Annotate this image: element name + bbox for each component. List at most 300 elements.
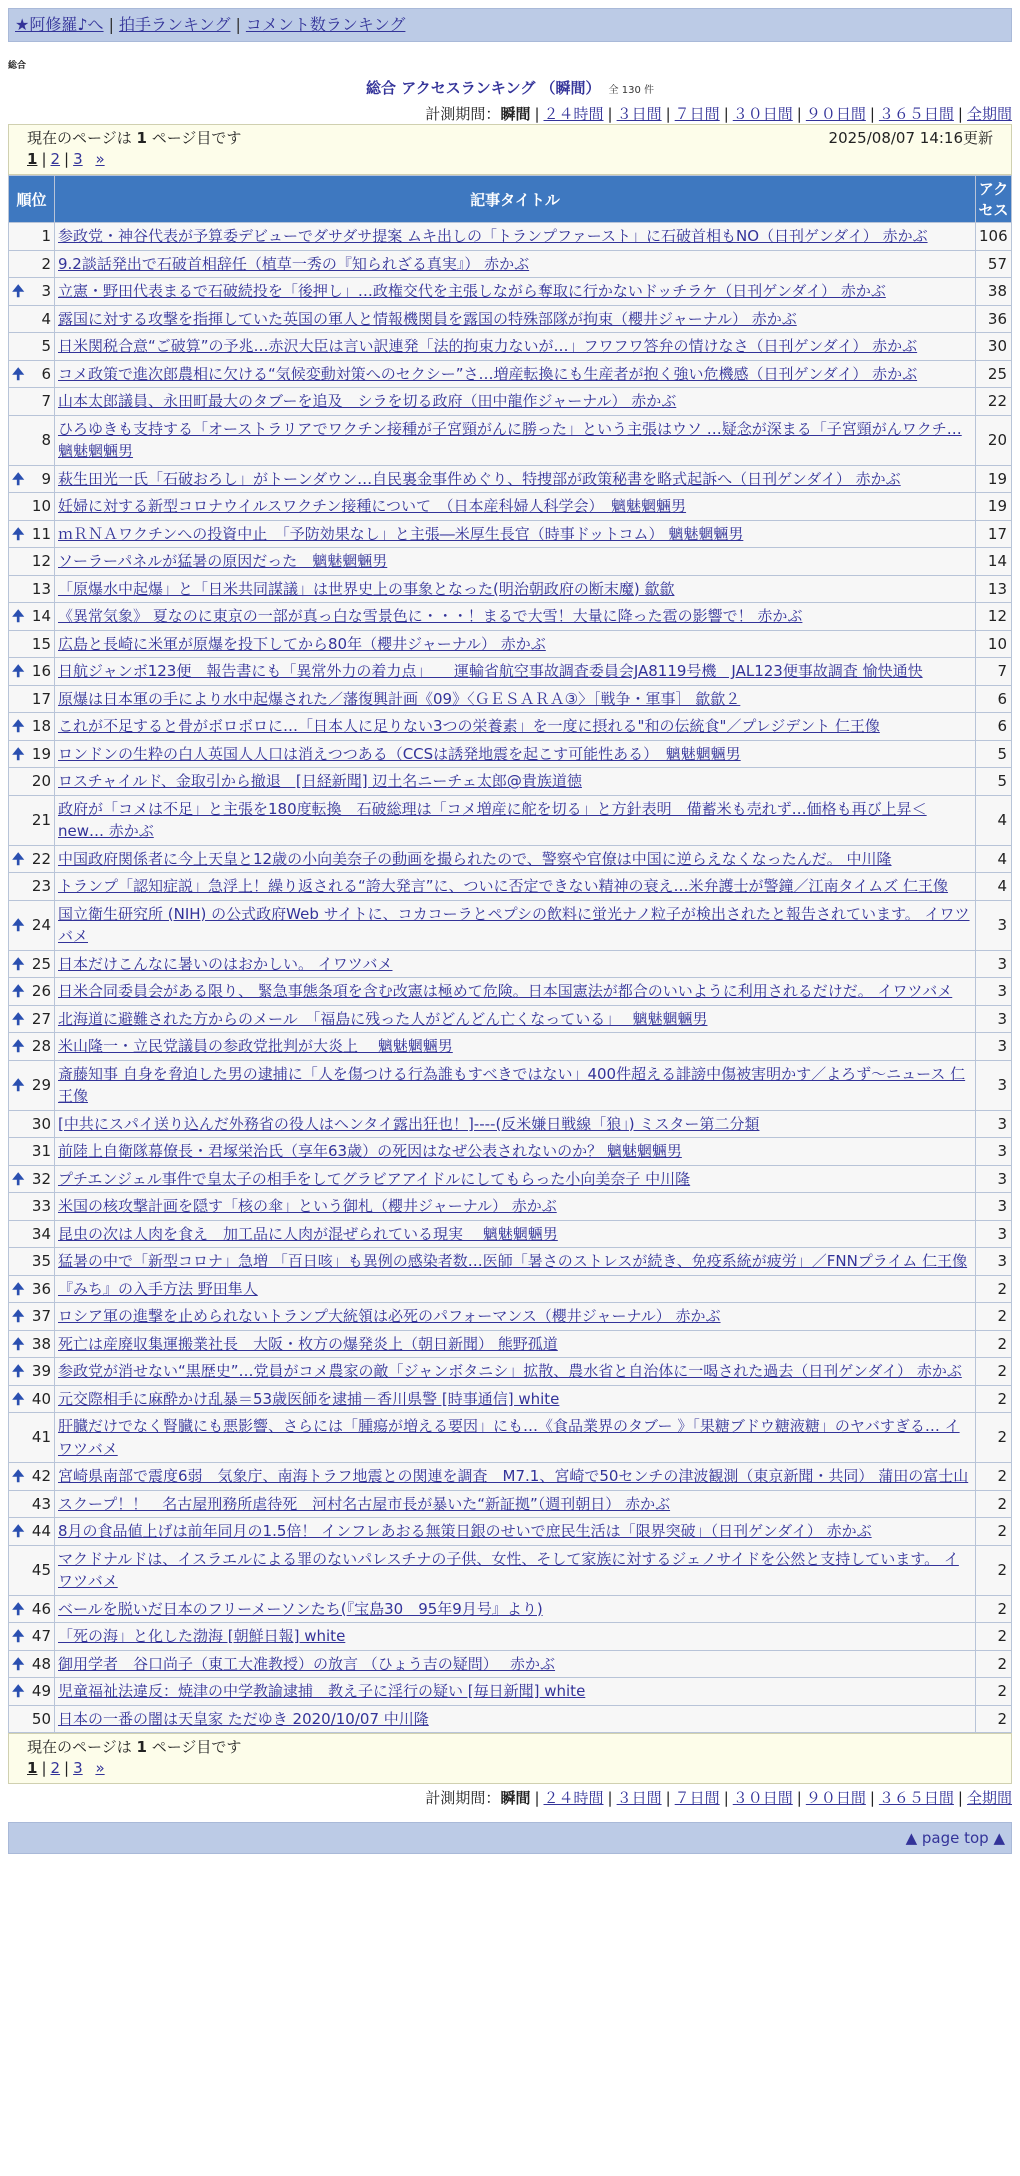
- period-separator: |: [869, 105, 875, 123]
- article-link[interactable]: 中国政府関係者に今上天皇と12歳の小向美奈子の動画を撮られたので、警察や官僚は中国に逆らえなくなったんだ。 中川隆: [58, 849, 892, 868]
- rank-cell: [9, 278, 55, 306]
- access-count: 38: [976, 278, 1012, 306]
- page-link[interactable]: 3: [73, 150, 83, 168]
- access-count: 2: [976, 1490, 1012, 1518]
- up-arrow-icon: 🠉: [12, 717, 25, 735]
- current-page-number: 1: [136, 1738, 147, 1756]
- updated-timestamp: 2025/08/07 14:16更新: [828, 129, 993, 147]
- title-cell: [55, 713, 976, 741]
- access-count: 2: [976, 1545, 1012, 1595]
- title-cell: [55, 658, 976, 686]
- rank-cell: [9, 1678, 55, 1706]
- rank-number: 26: [31, 982, 51, 1000]
- period-link[interactable]: ９０日間: [805, 105, 866, 123]
- table-row: [9, 278, 1012, 306]
- title-cell: [55, 388, 976, 416]
- current-page-prefix: 現在のページは: [27, 129, 137, 147]
- rank-cell: [9, 1193, 55, 1221]
- table-row: [9, 1220, 1012, 1248]
- article-link[interactable]: 山本太郎議員、永田町最大のタブーを追及 シラを切る政府（田中龍作ジャーナル） 赤かぶ: [58, 392, 677, 410]
- rank-number: 24: [31, 915, 51, 934]
- article-link[interactable]: 米国の核攻撃計画を隠す「核の傘」という御札（櫻井ジャーナル） 赤かぶ: [58, 1197, 557, 1215]
- period-link[interactable]: ９０日間: [805, 1789, 866, 1807]
- title-cell: [55, 630, 976, 658]
- pagination-bottom: [8, 1733, 1012, 1784]
- period-separator: |: [869, 1789, 875, 1807]
- table-row: [9, 1033, 1012, 1061]
- access-count: 3: [976, 900, 1012, 950]
- article-link[interactable]: 日米合同委員会がある限り、 緊急事態条項を含む改憲は極めて危険。日本国憲法が都合のいいように利用されるだけだ。 イワツバメ: [58, 982, 953, 1000]
- rank-cell: [9, 978, 55, 1006]
- title-cell: [55, 360, 976, 388]
- rank-number: 2: [41, 254, 51, 273]
- article-link[interactable]: 猛暑の中で「新型コロナ」急増 「百日咳」も異例の感染者数…医師「暑さのストレスが続き、免疫系統が疲労」／FNNプライム 仁王像: [58, 1252, 968, 1270]
- article-link[interactable]: ロスチャイルド、金取引から撤退 [日経新聞] 辺土名ニーチェ太郎@貴族道徳: [58, 772, 582, 790]
- page-status-row: [27, 1737, 993, 1757]
- period-link[interactable]: ３６５日間: [878, 105, 954, 123]
- next-page-link[interactable]: »: [95, 1759, 105, 1777]
- period-separator: |: [665, 1789, 671, 1807]
- up-arrow-icon: 🠉: [12, 524, 25, 543]
- up-arrow-icon: 🠉: [12, 1075, 25, 1094]
- access-count: 2: [976, 1678, 1012, 1706]
- rank-number: 17: [31, 689, 51, 708]
- table-row: [9, 250, 1012, 278]
- access-count: 5: [976, 740, 1012, 768]
- rank-number: 28: [31, 1037, 51, 1055]
- title-cell: [55, 223, 976, 251]
- access-count: 3: [976, 1193, 1012, 1221]
- table-row: [9, 768, 1012, 796]
- rank-cell: [9, 1705, 55, 1733]
- rank-cell: [9, 465, 55, 493]
- table-row: [9, 1463, 1012, 1491]
- top-navigation: [8, 8, 1012, 42]
- title-cell: [55, 1463, 976, 1491]
- article-link[interactable]: 斎藤知事 自身を脅迫した男の逮捕に「人を傷つける行為誰もすべきではない」400件超える誹謗中傷被害明かす／よろず～ニュース 仁王像: [58, 1064, 966, 1105]
- access-count: 2: [976, 1518, 1012, 1546]
- rank-number: 45: [31, 1560, 51, 1579]
- rank-cell: [9, 520, 55, 548]
- period-link[interactable]: ３０日間: [732, 105, 793, 123]
- period-link[interactable]: 全期間: [966, 1789, 1012, 1807]
- title-cell: [55, 1193, 976, 1221]
- period-separator: |: [957, 1789, 963, 1807]
- ranking-table: [8, 175, 1012, 1733]
- access-count: 17: [976, 520, 1012, 548]
- rank-number: 29: [31, 1075, 51, 1094]
- clap-ranking-link[interactable]: 拍手ランキング: [118, 15, 231, 34]
- page-top-link[interactable]: ▲ page top ▲: [905, 1829, 1005, 1847]
- access-count: 6: [976, 685, 1012, 713]
- article-link[interactable]: 露国に対する攻撃を指揮していた英国の軍人と情報機関員を露国の特殊部隊が拘束（櫻井ジャーナル） 赤かぶ: [58, 309, 797, 328]
- title-cell: [55, 1220, 976, 1248]
- rank-cell: [9, 1545, 55, 1595]
- article-link[interactable]: 宮崎県南部で震度6弱 気象庁、南海トラフ地震との関連を調査 M7.1、宮崎で50センチの津波観測（東京新聞・共同） 蒲田の富士山: [58, 1467, 969, 1485]
- article-link[interactable]: これが不足すると骨がボロボロに…「日本人に足りない3つの栄養素」を一度に摂れる"和の伝統食"／プレジデント 仁王像: [58, 717, 880, 735]
- page-link[interactable]: 2: [50, 150, 61, 168]
- period-separator: |: [607, 1789, 613, 1807]
- period-separator: |: [723, 105, 729, 123]
- title-cell: [55, 845, 976, 873]
- rank-number: 14: [31, 607, 51, 625]
- article-link[interactable]: ソーラーパネルが猛暑の原因だった 魑魅魍魎男: [58, 552, 388, 570]
- table-row: [9, 388, 1012, 416]
- period-separator: |: [534, 1789, 540, 1807]
- period-separator: |: [957, 105, 963, 123]
- article-link[interactable]: 参政党・神谷代表が予算委デビューでダサダサ提案 ムキ出しの「トランプファースト」に石破首相もNO（日刊ゲンダイ） 赤かぶ: [58, 227, 928, 245]
- current-page-suffix: ページ目です: [146, 1738, 242, 1756]
- table-row: [9, 950, 1012, 978]
- home-link[interactable]: ★阿修羅♪へ: [15, 15, 104, 34]
- page-link[interactable]: 3: [73, 1759, 83, 1777]
- rank-cell: [9, 1110, 55, 1138]
- page-separator: [87, 1759, 92, 1777]
- rank-cell: [9, 950, 55, 978]
- rank-number: 10: [31, 497, 51, 515]
- access-count: 57: [976, 250, 1012, 278]
- title-cell: [55, 575, 976, 603]
- article-link[interactable]: 日米関税合意“ご破算”の予兆…赤沢大臣は言い訳連発「法的拘束力ないが…」フワフワ答弁の情けなさ（日刊ゲンダイ） 赤かぶ: [58, 337, 918, 355]
- rank-number: 16: [31, 662, 51, 680]
- article-link[interactable]: マクドナルドは、イスラエルによる罪のないパレスチナの子供、女性、そして家族に対するジェノサイドを公然と支持しています。 イワツバメ: [58, 1549, 959, 1590]
- access-count: 13: [976, 575, 1012, 603]
- period-current: 瞬間: [500, 1789, 531, 1807]
- up-arrow-icon: 🠉: [12, 915, 25, 934]
- period-link[interactable]: 全期間: [966, 105, 1012, 123]
- title-cell: [55, 1650, 976, 1678]
- table-row: [9, 1650, 1012, 1678]
- up-arrow-icon: 🠉: [12, 1279, 25, 1298]
- table-row: [9, 575, 1012, 603]
- table-row: [9, 740, 1012, 768]
- rank-number: 38: [31, 1334, 51, 1353]
- access-count: 12: [976, 603, 1012, 631]
- title-cell: [55, 603, 976, 631]
- article-link[interactable]: 政府が「コメは不足」と主張を180度転換 石破総理は「コメ増産に舵を切る」と方針表明 備蓄米も売れず…価格も再び上昇＜new… 赤かぶ: [58, 799, 927, 840]
- rank-cell: [9, 658, 55, 686]
- title-cell: [55, 1705, 976, 1733]
- rank-number: 1: [41, 227, 51, 245]
- article-link[interactable]: 米山隆一・立民党議員の参政党批判が大炎上 魑魅魍魎男: [58, 1037, 453, 1055]
- table-row: [9, 305, 1012, 333]
- total-count: 全 130 件: [608, 85, 654, 96]
- rank-cell: [9, 630, 55, 658]
- title-cell: [55, 548, 976, 576]
- article-link[interactable]: 死亡は産廃収集運搬業社長 大阪・枚方の爆発炎上（朝日新聞） 熊野孤道: [58, 1334, 558, 1353]
- title-cell: [55, 1490, 976, 1518]
- title-cell: [55, 950, 976, 978]
- table-row: [9, 493, 1012, 521]
- period-link[interactable]: ３６５日間: [878, 1789, 954, 1807]
- period-link[interactable]: ３日間: [616, 105, 662, 123]
- table-row: [9, 1138, 1012, 1166]
- table-row: [9, 1193, 1012, 1221]
- next-page-link[interactable]: »: [95, 150, 105, 168]
- up-arrow-icon: 🠉: [12, 849, 25, 868]
- article-link[interactable]: 肝臓だけでなく腎臓にも悪影響、さらには「腫瘍が増える要因」にも…《食品業界のタブー 》「果糖ブドウ糖液糖」のヤバすぎる… イワツバメ: [58, 1417, 960, 1458]
- comment-ranking-link[interactable]: コメント数ランキング: [245, 15, 406, 34]
- current-page-prefix: 現在のページは: [27, 1738, 137, 1756]
- period-separator: |: [796, 1789, 802, 1807]
- title-cell: [55, 1518, 976, 1546]
- table-row: [9, 1413, 1012, 1463]
- up-arrow-icon: 🠉: [12, 1467, 25, 1485]
- footer-bar: [8, 1822, 1012, 1854]
- rank-cell: [9, 575, 55, 603]
- article-link[interactable]: ひろゆきも支持する「オーストラリアでワクチン接種が子宮頸がんに勝った」という主張はウソ …疑念が深まる「子宮頸がんワクチ… 魑魅魍魎男: [58, 419, 962, 460]
- access-count: 3: [976, 1165, 1012, 1193]
- access-count: 3: [976, 950, 1012, 978]
- nav-separator: |: [235, 15, 241, 34]
- title-cell: [55, 768, 976, 796]
- access-count: 7: [976, 658, 1012, 686]
- period-link[interactable]: ２４時間: [543, 105, 604, 123]
- current-page-number: 1: [136, 129, 147, 147]
- rank-number: 48: [31, 1654, 51, 1673]
- article-link[interactable]: コメ政策で進次郎農相に欠ける“気候変動対策へのセクシー”さ…増産転換にも生産者が抱く強い危機感（日刊ゲンダイ） 赤かぶ: [58, 364, 918, 383]
- rank-cell: [9, 1358, 55, 1386]
- access-count: 2: [976, 1463, 1012, 1491]
- period-link[interactable]: ２４時間: [543, 1789, 604, 1807]
- rank-cell: [9, 713, 55, 741]
- access-count: 2: [976, 1623, 1012, 1651]
- rank-number: 42: [31, 1467, 51, 1485]
- up-arrow-icon: 🠉: [12, 469, 25, 488]
- title-cell: [55, 333, 976, 361]
- table-row: [9, 1005, 1012, 1033]
- rank-number: 20: [31, 772, 51, 790]
- article-link[interactable]: 昆虫の次は人肉を食え 加工品に人肉が混ぜられている現実 魑魅魍魎男: [58, 1224, 558, 1243]
- period-link[interactable]: ７日間: [674, 1789, 720, 1807]
- rank-number: 4: [41, 309, 51, 328]
- period-selector-bottom: [8, 1788, 1012, 1808]
- article-link[interactable]: ベールを脱いだ日本のフリーメーソンたち(『宝島30 95年9月号』より): [58, 1599, 543, 1618]
- up-arrow-icon: 🠉: [12, 1627, 25, 1645]
- table-row: [9, 1275, 1012, 1303]
- nav-separator: |: [108, 15, 114, 34]
- table-row: [9, 845, 1012, 873]
- title-cell: [55, 1330, 976, 1358]
- table-row: [9, 1545, 1012, 1595]
- title-cell: [55, 1138, 976, 1166]
- article-link[interactable]: 原爆は日本軍の手により水中起爆された／藩復興計画《09》〈ＧＥＳＡＲＡ③〉［戦争・軍事］ 歙歙２: [58, 689, 741, 708]
- rank-number: 39: [31, 1362, 51, 1380]
- up-arrow-icon: 🠉: [12, 1654, 25, 1673]
- rank-cell: [9, 1138, 55, 1166]
- up-arrow-icon: 🠉: [12, 1307, 25, 1325]
- access-count: 4: [976, 795, 1012, 845]
- rank-cell: [9, 1033, 55, 1061]
- article-link[interactable]: 日本の一番の闇は天皇家 ただゆき 2020/10/07 中川隆: [58, 1709, 429, 1728]
- page-link[interactable]: 2: [50, 1759, 61, 1777]
- ranking-heading: [8, 77, 1012, 98]
- rank-number: 11: [31, 524, 51, 543]
- up-arrow-icon: 🠉: [12, 1389, 25, 1408]
- title-cell: [55, 1110, 976, 1138]
- article-link[interactable]: 8月の食品値上げは前年同月の1.5倍！ インフレあおる無策日銀のせいで庶民生活は「限界突破」（日刊ゲンダイ） 赤かぶ: [58, 1522, 872, 1540]
- rank-number: 32: [31, 1169, 51, 1188]
- rank-cell: [9, 548, 55, 576]
- access-count: 3: [976, 1005, 1012, 1033]
- article-link[interactable]: 御用学者 谷口尚子（東工大准教授）の放言 （ひょう吉の疑問） 赤かぶ: [58, 1654, 556, 1673]
- table-row: [9, 1678, 1012, 1706]
- article-link[interactable]: 妊婦に対する新型コロナウイルスワクチン接種について （日本産科婦人科学会） 魑魅魍魎男: [58, 497, 687, 515]
- rank-cell: [9, 1490, 55, 1518]
- table-row: [9, 685, 1012, 713]
- pager: [27, 1757, 993, 1779]
- rank-cell: [9, 1330, 55, 1358]
- article-link[interactable]: 国立衛生研究所 (NIH) の公式政府Web サイトに、コカコーラとペプシの飲料に蛍光ナノ粒子が検出されたと報告されています。 イワツバメ: [58, 904, 970, 945]
- article-link[interactable]: 日本だけこんなに暑いのはおかしい。 イワツバメ: [58, 954, 393, 973]
- article-link[interactable]: スクープ！！ 名古屋刑務所虐待死 河村名古屋市長が暴いた“新証拠”（週刊朝日） 赤かぶ: [58, 1494, 671, 1513]
- rank-cell: [9, 795, 55, 845]
- article-link[interactable]: プチエンジェル事件で皇太子の相手をしてグラビアアイドルにしてもらった小向美奈子 中川隆: [58, 1169, 691, 1188]
- up-arrow-icon: 🠉: [12, 1037, 25, 1055]
- article-link[interactable]: 萩生田光一氏「石破おろし」がトーンダウン…自民裏金事件めぐり、特捜部が政策秘書を略式起訴へ（日刊ゲンダイ） 赤かぶ: [58, 469, 901, 488]
- rank-cell: [9, 1413, 55, 1463]
- current-page-text: [27, 1737, 241, 1757]
- title-cell: [55, 685, 976, 713]
- table-row: [9, 360, 1012, 388]
- title-cell: [55, 1275, 976, 1303]
- rank-number: 3: [41, 282, 51, 300]
- access-count: 2: [976, 1413, 1012, 1463]
- title-cell: [55, 1623, 976, 1651]
- article-link[interactable]: 児童福祉法違反：焼津の中学教諭逮捕 教え子に淫行の疑い [毎日新聞] white: [58, 1682, 586, 1700]
- access-count: 2: [976, 1358, 1012, 1386]
- access-count: 2: [976, 1330, 1012, 1358]
- article-link[interactable]: 参政党が消せない“黒歴史”…党員がコメ農家の敵「ジャンボタニシ」拡散、農水省と自治体に一喝された過去（日刊ゲンダイ） 赤かぶ: [58, 1362, 962, 1380]
- title-cell: [55, 415, 976, 465]
- table-row: [9, 520, 1012, 548]
- rank-cell: [9, 1165, 55, 1193]
- rank-number: 43: [31, 1494, 51, 1513]
- title-cell: [55, 520, 976, 548]
- table-row: [9, 1490, 1012, 1518]
- article-link[interactable]: 北海道に避難された方からのメール 「福島に残った人がどんどん亡くなっている」 魑魅魍魎男: [58, 1009, 708, 1028]
- article-link[interactable]: [中共にスパイ送り込んだ外務省の役人はヘンタイ露出狂也！]----(反米嫌日戦線「狼」) ミスター第二分類: [58, 1114, 760, 1133]
- up-arrow-icon: 🠉: [12, 1334, 25, 1353]
- article-link[interactable]: 《異常気象》 夏なのに東京の一部が真っ白な雪景色に・・・！まるで大雪！大量に降った雹の影響で！ 赤かぶ: [58, 607, 803, 625]
- period-separator: |: [665, 105, 671, 123]
- rank-cell: [9, 1248, 55, 1276]
- table-row: [9, 1595, 1012, 1623]
- article-link[interactable]: 日航ジャンボ123便 報告書にも「異常外力の着力点」 運輸省航空事故調査委員会JA8119号機 JAL123便事故調査 愉快通快: [58, 662, 923, 680]
- title-cell: [55, 465, 976, 493]
- title-cell: [55, 1545, 976, 1595]
- table-row: [9, 603, 1012, 631]
- access-count: 10: [976, 630, 1012, 658]
- rank-number: 37: [31, 1307, 51, 1325]
- table-row: [9, 795, 1012, 845]
- title-cell: [55, 740, 976, 768]
- table-row: [9, 1385, 1012, 1413]
- access-count: 22: [976, 388, 1012, 416]
- table-row: [9, 900, 1012, 950]
- table-row: [9, 978, 1012, 1006]
- rank-cell: [9, 223, 55, 251]
- page-separator: |: [41, 150, 47, 168]
- page-current: 1: [27, 150, 38, 168]
- access-count: 3: [976, 1110, 1012, 1138]
- period-separator: |: [607, 105, 613, 123]
- title-cell: [55, 1678, 976, 1706]
- rank-number: 41: [31, 1428, 51, 1447]
- access-count: 106: [976, 223, 1012, 251]
- page-status-row: [27, 128, 993, 148]
- access-count: 3: [976, 1220, 1012, 1248]
- article-link[interactable]: ｍＲＮＡワクチンへの投資中止 「予防効果なし」と主張―米厚生長官（時事ドットコム） 魑魅魍魎男: [58, 524, 744, 543]
- access-count: 4: [976, 873, 1012, 901]
- page-title: 総合 アクセスランキング （瞬間）: [366, 79, 601, 97]
- table-row: [9, 333, 1012, 361]
- rank-number: 31: [31, 1142, 51, 1160]
- rank-cell: [9, 845, 55, 873]
- pager: [27, 148, 993, 170]
- page-separator: |: [64, 1759, 70, 1777]
- period-link[interactable]: ３０日間: [732, 1789, 793, 1807]
- rank-cell: [9, 685, 55, 713]
- rank-cell: [9, 1005, 55, 1033]
- rank-number: 50: [31, 1709, 51, 1728]
- title-cell: [55, 1595, 976, 1623]
- access-count: 2: [976, 1705, 1012, 1733]
- article-link[interactable]: 9.2談話発出で石破首相辞任（植草一秀の『知られざる真実』） 赤かぶ: [58, 254, 530, 273]
- access-count: 20: [976, 415, 1012, 465]
- article-link[interactable]: 『みち』の入手方法 野田隼人: [58, 1279, 258, 1298]
- article-link[interactable]: 「死の海」と化した渤海 [朝鮮日報] white: [58, 1627, 346, 1645]
- current-page-suffix: ページ目です: [146, 129, 242, 147]
- table-row: [9, 713, 1012, 741]
- table-row: [9, 548, 1012, 576]
- period-separator: |: [796, 105, 802, 123]
- rank-number: 19: [31, 744, 51, 763]
- rank-number: 6: [41, 364, 51, 383]
- table-row: [9, 873, 1012, 901]
- period-label: 計測期間：: [425, 1789, 501, 1807]
- article-link[interactable]: 前陸上自衛隊幕僚長・君塚栄治氏（享年63歳）の死因はなぜ公表されないのか？ 魑魅魍魎男: [58, 1142, 682, 1160]
- up-arrow-icon: 🠉: [12, 1522, 25, 1540]
- article-link[interactable]: 広島と長崎に米軍が原爆を投下してから80年（櫻井ジャーナル） 赤かぶ: [58, 634, 546, 653]
- up-arrow-icon: 🠉: [12, 662, 25, 680]
- period-link[interactable]: ７日間: [674, 105, 720, 123]
- rank-cell: [9, 1463, 55, 1491]
- rank-cell: [9, 740, 55, 768]
- rank-cell: [9, 1220, 55, 1248]
- article-link[interactable]: トランプ「認知症説」急浮上！繰り返される“誇大発言”に、ついに否定できない精神の衰え…米弁護士が警鐘／江南タイムズ 仁王像: [58, 877, 949, 895]
- up-arrow-icon: 🠉: [12, 364, 25, 383]
- rank-cell: [9, 873, 55, 901]
- header-rank: 順位: [9, 176, 55, 223]
- rank-cell: [9, 360, 55, 388]
- article-link[interactable]: ロシア軍の進撃を止められないトランプ大統領は必死のパフォーマンス（櫻井ジャーナル） 赤かぶ: [58, 1307, 721, 1325]
- title-cell: [55, 1385, 976, 1413]
- article-link[interactable]: 「原爆水中起爆」と「日米共同謀議」は世界史上の事象となった(明治朝政府の断末魔) 歙歙: [58, 579, 675, 598]
- rank-cell: [9, 1518, 55, 1546]
- article-link[interactable]: ロンドンの生粋の白人英国人人口は消えつつある（CCSは誘発地震を起こす可能性ある） 魑魅魍魎男: [58, 744, 741, 763]
- title-cell: [55, 278, 976, 306]
- rank-cell: [9, 1275, 55, 1303]
- article-link[interactable]: 元交際相手に麻酔かけ乱暴＝53歳医師を逮捕－香川県警 [時事通信] white: [58, 1389, 560, 1408]
- title-cell: [55, 305, 976, 333]
- article-link[interactable]: 立憲・野田代表まるで石破続投を「後押し」…政権交代を主張しながら奪取に行かないドッチラケ（日刊ゲンダイ） 赤かぶ: [58, 282, 886, 300]
- table-row: [9, 223, 1012, 251]
- period-link[interactable]: ３日間: [616, 1789, 662, 1807]
- access-count: 19: [976, 493, 1012, 521]
- rank-cell: [9, 415, 55, 465]
- rank-number: 49: [31, 1682, 51, 1700]
